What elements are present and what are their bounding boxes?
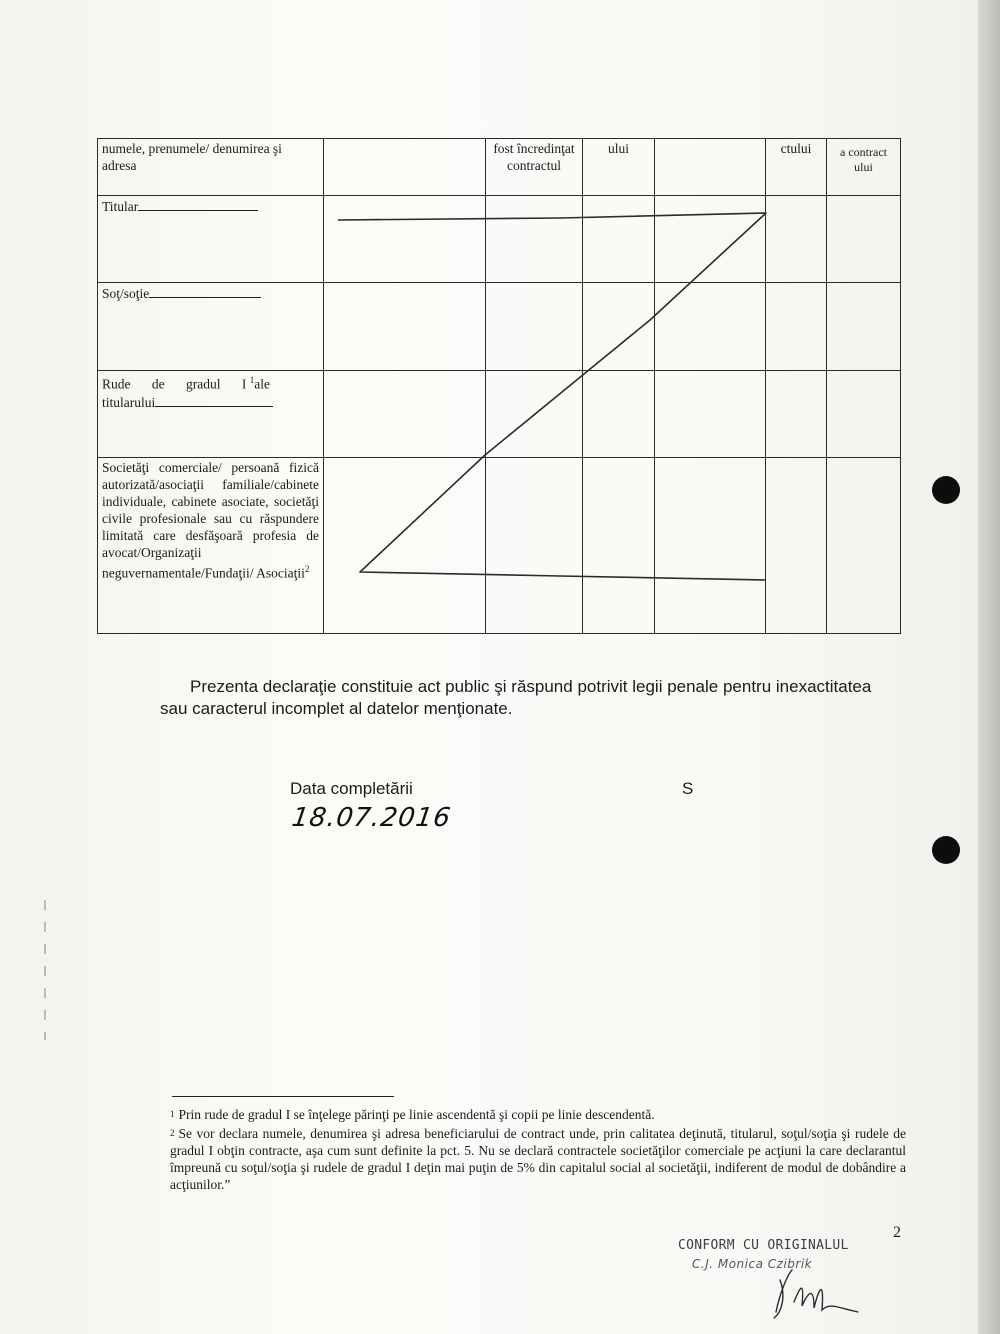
handwritten-date: 18.07.2016 — [289, 803, 453, 833]
header-beneficiary: numele, prenumele/ denumirea şi adresa — [98, 139, 324, 196]
header-assigned: fost încredinţat contractul — [486, 139, 583, 196]
row-label: Societăţi comerciale/ persoană fizică autorizată/asociaţii familiale/cabinete individuale, cabinete asociate, societăţi civile profesionale sau cu răspundere limitată care desfăşoară profesia de avocat/Organizaţii neguvernamentale/Fundaţii/ Asociaţii$^2$ — [98, 458, 324, 634]
row-label: Soţ/soţie — [98, 283, 324, 371]
footnote-2: $^2$ Se vor declara numele, denumirea şi adresa beneficiarului de contract unde, prin calitatea deţinută, titularul, soţul/soţia şi rudele de gradul I obţin contracte, aşa cum sunt definite la pct. 5. Nu se declară contractele societăţilor comerciale pe acţiuni la care declarantul împreună cu soţul/soţia şi rudele de gradul I deţin mai puţin de 5% din capitalul social al societăţii, indiferent de modul de dobândire a acţiunilor.” — [170, 1126, 906, 1192]
row-label: Rude de gradul I $^1$ale titularului — [98, 371, 324, 458]
public-act-statement: Prezenta declaraţie constituie act public şi răspund potrivit legii penale pentru inexactitatea sau caracterul incomplet al datelor menţionate. — [160, 677, 872, 718]
header-col7: a contract ului — [827, 139, 901, 196]
page-edge — [978, 0, 1000, 1334]
footnote-separator — [172, 1096, 394, 1097]
header-col6: ctului — [766, 139, 827, 196]
footnote-1: $^1$ Prin rude de gradul I se înţelege părinţi pe linie ascendentă şi copii pe linie descendentă. — [170, 1107, 655, 1122]
stamp-conform: CONFORM CU ORIGINALUL — [678, 1238, 849, 1253]
header-col4: ului — [583, 139, 655, 196]
page-number: 2 — [893, 1224, 901, 1241]
punch-hole-top — [932, 476, 960, 504]
signature-label-fragment: S — [682, 779, 694, 798]
date-label: Data completării — [290, 779, 413, 798]
stamp-name: C.J. Monica Czibrik — [692, 1257, 813, 1271]
footnotes — [170, 1106, 906, 1193]
row-label: Titular — [98, 196, 324, 283]
punch-hole-bottom — [932, 836, 960, 864]
handwritten-signature — [758, 1262, 878, 1324]
